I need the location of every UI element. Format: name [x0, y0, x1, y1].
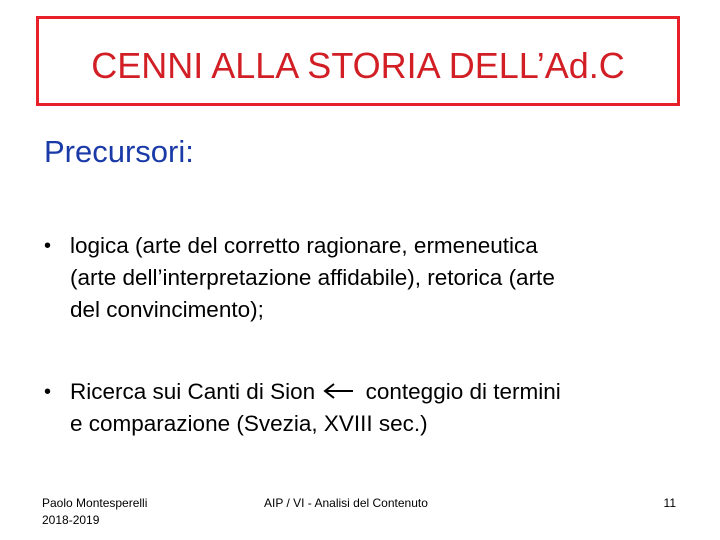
bullet-dot-icon: • — [44, 235, 52, 257]
bullet-list — [44, 230, 684, 490]
bullet-line: logica (arte del corretto ragionare, ermeneutica — [70, 233, 538, 258]
bullet-line: e comparazione (Svezia, XVIII sec.) — [70, 411, 428, 436]
bullet-dot-icon: • — [44, 381, 52, 403]
bullet-item — [44, 230, 684, 326]
bullet-line: (arte dell’interpretazione affidabile), retorica (arte — [70, 265, 555, 290]
bullet-item — [44, 376, 684, 440]
bullet-text-before-arrow: Ricerca sui Canti di Sion — [70, 379, 316, 404]
bullet-line: del convincimento); — [70, 297, 264, 322]
footer-author-block — [42, 495, 147, 529]
footer-course: AIP / VI - Analisi del Contenuto — [264, 496, 428, 510]
left-arrow-icon — [323, 382, 355, 400]
title-box — [36, 16, 680, 106]
footer-year: 2018-2019 — [42, 513, 100, 527]
footer-author: Paolo Montesperelli — [42, 496, 148, 510]
bullet-text-after-arrow: conteggio di termini — [365, 379, 561, 404]
slide-subtitle: Precursori: — [44, 134, 194, 169]
page-number: 11 — [663, 496, 676, 510]
slide-title: CENNI ALLA STORIA DELL’Ad.C — [91, 45, 625, 86]
bullet-line — [70, 376, 684, 408]
